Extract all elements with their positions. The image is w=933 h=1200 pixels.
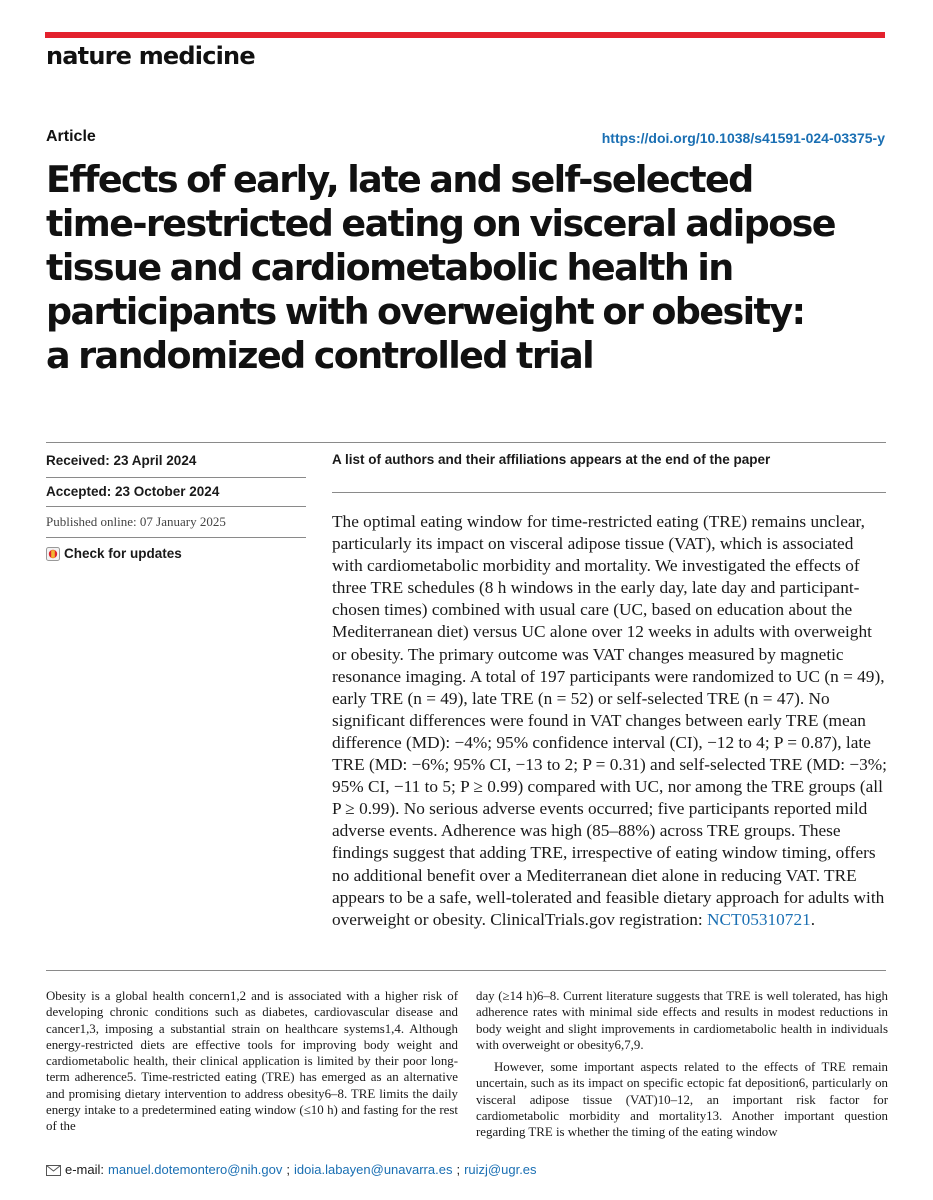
email-link[interactable]: idoia.labayen@unavarra.es (294, 1162, 453, 1177)
body-paragraph: However, some important aspects related to the effects of TRE remain uncertain, such as its impact on specific ectopic fat deposition6, particularly on visceral adipose tissue (VAT)10–12, an important risk factor for cardiometabolic morbidity and mortality13. Another important question regarding TRE is whether the timing of the eating window (476, 1060, 888, 1140)
correspondence-footer (46, 1162, 537, 1177)
meta-divider (46, 442, 886, 443)
body-column-right (476, 988, 888, 1141)
body-paragraph: Obesity is a global health concern1,2 and is associated with a higher risk of developing chronic conditions such as diabetes, cardiovascular disease and cancer1,3, imposing a substantial strain on healthcare systems1,4. Although energy-restricted diets are effective tools for improving body weight and cardiometabolic health, their clinical application is limited by their poor long-term adherence5. Time-restricted eating (TRE) has emerged as an alternative and promising dietary intervention to address obesity6–8. TRE limits the daily energy intake to a predetermined eating window (≤10 h) and fasting for the rest of the (46, 989, 458, 1134)
check-updates-label: Check for updates (64, 546, 182, 561)
doi-link[interactable]: https://doi.org/10.1038/s41591-024-03375-y (601, 130, 885, 146)
abstract-end: . (810, 909, 816, 929)
meta-divider (332, 492, 886, 493)
published-date: Published online: 07 January 2025 (46, 514, 226, 529)
body-paragraph: day (≥14 h)6–8. Current literature suggests that TRE is well tolerated, has high adherence rates with minimal side effects and results in modest reductions in body weight and slight improvements in cardiometabolic health in individuals with overweight or obesity6,7,9. (476, 989, 888, 1052)
article-title (46, 158, 886, 378)
authors-note: A list of authors and their affiliations appears at the end of the paper (332, 452, 771, 467)
body-column-left (46, 988, 458, 1135)
title-line: time-restricted eating on visceral adipose (46, 202, 835, 245)
title-line: participants with overweight or obesity: (46, 290, 805, 333)
mail-icon (46, 1164, 61, 1175)
title-line: tissue and cardiometabolic health in (46, 246, 733, 289)
email-link[interactable]: manuel.dotemontero@nih.gov (108, 1162, 283, 1177)
email-separator: ; (286, 1162, 290, 1177)
email-label: e-mail: (65, 1162, 105, 1177)
email-separator: ; (456, 1162, 461, 1177)
check-updates-icon (46, 547, 60, 561)
email-link[interactable]: ruizj@ugr.es (464, 1162, 537, 1177)
abstract-text: The optimal eating window for time-restricted eating (TRE) remains unclear, particularly its impact on visceral adipose tissue (VAT), which is associated with cardiometabolic morbidity and mortality. We investigated the effects of three TRE schedules (8 h windows in the early day, late day and participant-chosen times) combined with usual care (UC, based on education about the Mediterranean diet) versus UC alone over 12 weeks in adults with overweight or obesity. The primary outcome was VAT changes measured by magnetic resonance imaging. A total of 197 participants were randomized to UC (n = 49), early TRE (n = 49), late TRE (n = 52) or self-selected TRE (n = 47). No significant differences were found in VAT changes between early TRE (mean difference (MD): −4%; 95% confidence interval (CI), −12 to 4; P = 0.87), late TRE (MD: −6%; 95% CI, −13 to 2; P = 0.31) and self-selected TRE (MD: −3%; 95% CI, −11 to 5; P ≥ 0.99) compared with UC, nor among the TRE groups (all P ≥ 0.99). No serious adverse events occurred; five participants reported mild adverse events. Adherence was high (85–88%) across TRE groups. These findings suggest that adding TRE, irrespective of eating window timing, offers no additional benefit over a Mediterranean diet alone in reducing VAT. TRE appears to be a safe, well-tolerated and feasible dietary approach for adults with overweight or obesity. ClinicalTrials.gov registration: (332, 512, 887, 929)
article-type-label: Article (46, 128, 96, 145)
meta-divider (46, 477, 306, 478)
abstract (332, 511, 888, 931)
title-line: a randomized controlled trial (46, 334, 594, 377)
journal-name: nature medicine (46, 42, 255, 70)
journal-header-bar (45, 32, 885, 38)
meta-divider (46, 537, 306, 538)
accepted-date: Accepted: 23 October 2024 (46, 484, 220, 499)
check-updates-button[interactable] (46, 546, 182, 561)
received-date: Received: 23 April 2024 (46, 453, 197, 468)
trial-registration-link[interactable]: NCT05310721 (707, 909, 811, 929)
meta-divider (46, 506, 306, 507)
body-divider (46, 970, 886, 971)
title-line: Effects of early, late and self-selected (46, 158, 753, 201)
